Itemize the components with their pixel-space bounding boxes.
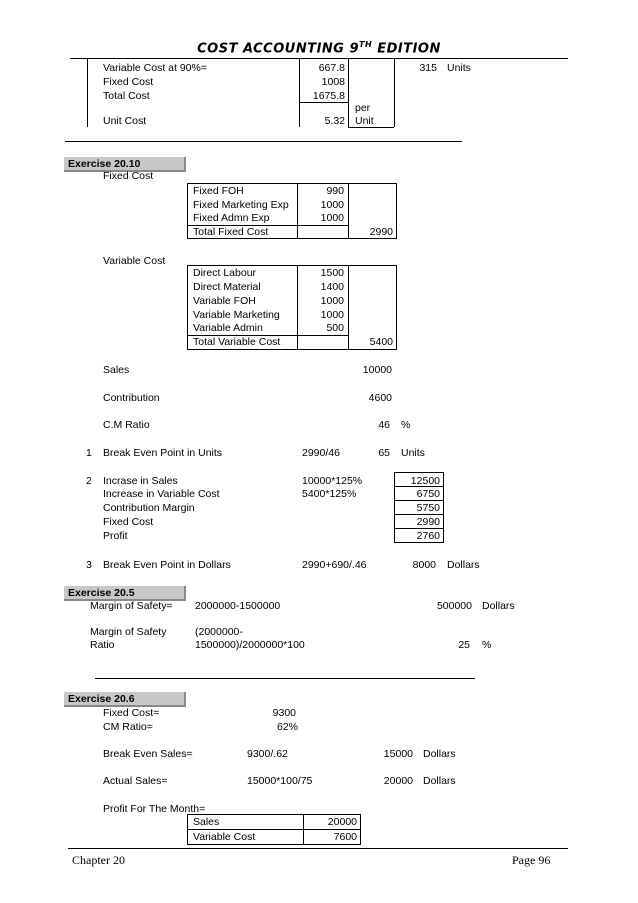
row-value: 2760 [416, 530, 440, 542]
row-calc: 5400*125% [302, 488, 357, 500]
table-border [394, 500, 444, 501]
cm-ratio-label: CM Ratio= [103, 721, 153, 733]
row-value: 667.8 [318, 62, 345, 74]
footer-rule [68, 848, 568, 849]
contribution-value: 4600 [368, 392, 392, 404]
bes-value: 15000 [383, 748, 413, 760]
row-label: Variable Cost [193, 831, 256, 843]
table-border [348, 59, 349, 127]
actual-calc: 15000*100/75 [247, 775, 313, 787]
mos-calc: 2000000-1500000 [195, 600, 281, 612]
row-label: Direct Material [193, 281, 261, 293]
cm-ratio-label: C.M Ratio [103, 419, 150, 431]
q3-unit: Dollars [447, 559, 480, 571]
row-label: Contribution Margin [103, 502, 195, 514]
row-label: Fixed FOH [193, 185, 244, 197]
row-label: Unit Cost [103, 115, 147, 127]
row-label: Sales [193, 816, 220, 828]
fixed-cost-label: Fixed Cost [103, 170, 154, 182]
table-border [394, 528, 444, 529]
cm-ratio-value: 62% [276, 721, 298, 733]
row-value: 1000 [320, 295, 344, 307]
table-border [87, 59, 88, 127]
question-number: 3 [86, 559, 92, 571]
exercise-title: Exercise 20.10 [64, 157, 186, 172]
row-label: Variable Marketing [193, 309, 280, 321]
actual-label: Actual Sales= [103, 775, 168, 787]
q3-calc: 2990+690/.46 [302, 559, 367, 571]
bes-label: Break Even Sales= [103, 748, 193, 760]
section-rule [95, 678, 475, 679]
sales-value: 10000 [362, 364, 392, 376]
ratio-value: 25 [458, 639, 470, 651]
row-label: Fixed Admn Exp [193, 212, 270, 224]
header-rule [70, 58, 568, 59]
fixed-cost-label: Fixed Cost= [103, 707, 160, 719]
table-border [394, 486, 444, 487]
table-border [187, 829, 361, 830]
cm-ratio-unit: % [401, 419, 411, 431]
total-value: 5400 [369, 336, 393, 348]
row-label: Variable Cost at 90%= [103, 62, 207, 74]
mos-unit: Dollars [482, 600, 515, 612]
row-label: Incrase in Sales [103, 475, 178, 487]
question-number: 2 [86, 475, 92, 487]
per-label: per [355, 102, 371, 114]
exercise-title: Exercise 20.5 [64, 586, 186, 601]
q1-unit: Units [401, 447, 425, 459]
row-value: 1400 [320, 281, 344, 293]
footer-chapter: Chapter 20 [72, 853, 125, 867]
row-label: Variable Admin [193, 322, 263, 334]
unit-label: Unit [355, 115, 374, 127]
ratio-label: Ratio [90, 639, 115, 651]
q1-calc: 2990/46 [302, 447, 340, 459]
row-label: Direct Labour [193, 267, 257, 279]
ratio-calc: 1500000)/2000000*100 [195, 639, 305, 651]
actual-unit: Dollars [423, 775, 456, 787]
page-header-title: COST ACCOUNTING 9TH EDITION [197, 40, 441, 57]
bes-calc: 9300/.62 [247, 748, 288, 760]
mos-value: 500000 [436, 600, 472, 612]
q1-label: Break Even Point in Units [103, 447, 223, 459]
exercise-title: Exercise 20.6 [64, 692, 186, 707]
row-calc: 10000*125% [302, 475, 363, 487]
row-value: 1500 [320, 267, 344, 279]
actual-value: 20000 [383, 775, 413, 787]
cell-rule [299, 102, 348, 103]
row-label: Fixed Cost [103, 516, 154, 528]
row-value: 20000 [327, 816, 357, 828]
cm-ratio-value: 46 [378, 419, 390, 431]
row-value: 1675.8 [312, 90, 345, 102]
row-value: 12500 [410, 475, 440, 487]
units-value: 315 [419, 62, 437, 74]
question-number: 1 [86, 447, 92, 459]
total-label: Total Fixed Cost [193, 226, 269, 238]
ratio-label: Margin of Safety [90, 626, 167, 638]
q3-value: 8000 [412, 559, 436, 571]
variable-cost-label: Variable Cost [103, 255, 166, 267]
ratio-calc: (2000000- [195, 626, 243, 638]
row-value: 1000 [320, 199, 344, 211]
units-label: Units [447, 62, 471, 74]
footer-page: Page 96 [512, 853, 551, 867]
total-label: Total Variable Cost [193, 336, 281, 348]
row-value: 500 [326, 322, 344, 334]
row-value: 2990 [416, 516, 440, 528]
ratio-unit: % [482, 639, 492, 651]
row-label: Variable FOH [193, 295, 256, 307]
bes-unit: Dollars [423, 748, 456, 760]
row-label: Profit [103, 530, 128, 542]
mos-label: Margin of Safety= [90, 600, 173, 612]
table-border [348, 127, 394, 128]
table-border [394, 514, 444, 515]
row-value: 5750 [416, 502, 440, 514]
row-label: Total Cost [103, 90, 150, 102]
q1-value: 65 [378, 447, 390, 459]
sales-label: Sales [103, 364, 130, 376]
row-value: 6750 [416, 488, 440, 500]
row-value: 5.32 [324, 115, 345, 127]
row-value: 990 [326, 185, 344, 197]
total-value: 2990 [369, 226, 393, 238]
contribution-label: Contribution [103, 392, 160, 404]
row-value: 7600 [333, 831, 357, 843]
q3-label: Break Even Point in Dollars [103, 559, 231, 571]
profit-label: Profit For The Month= [103, 803, 206, 815]
row-value: 1000 [320, 309, 344, 321]
fixed-cost-value: 9300 [272, 707, 296, 719]
row-value: 1000 [320, 212, 344, 224]
row-value: 1008 [321, 76, 345, 88]
row-label: Increase in Variable Cost [103, 488, 220, 500]
row-label: Fixed Marketing Exp [193, 199, 289, 211]
section-rule [65, 141, 462, 142]
row-label: Fixed Cost [103, 76, 154, 88]
